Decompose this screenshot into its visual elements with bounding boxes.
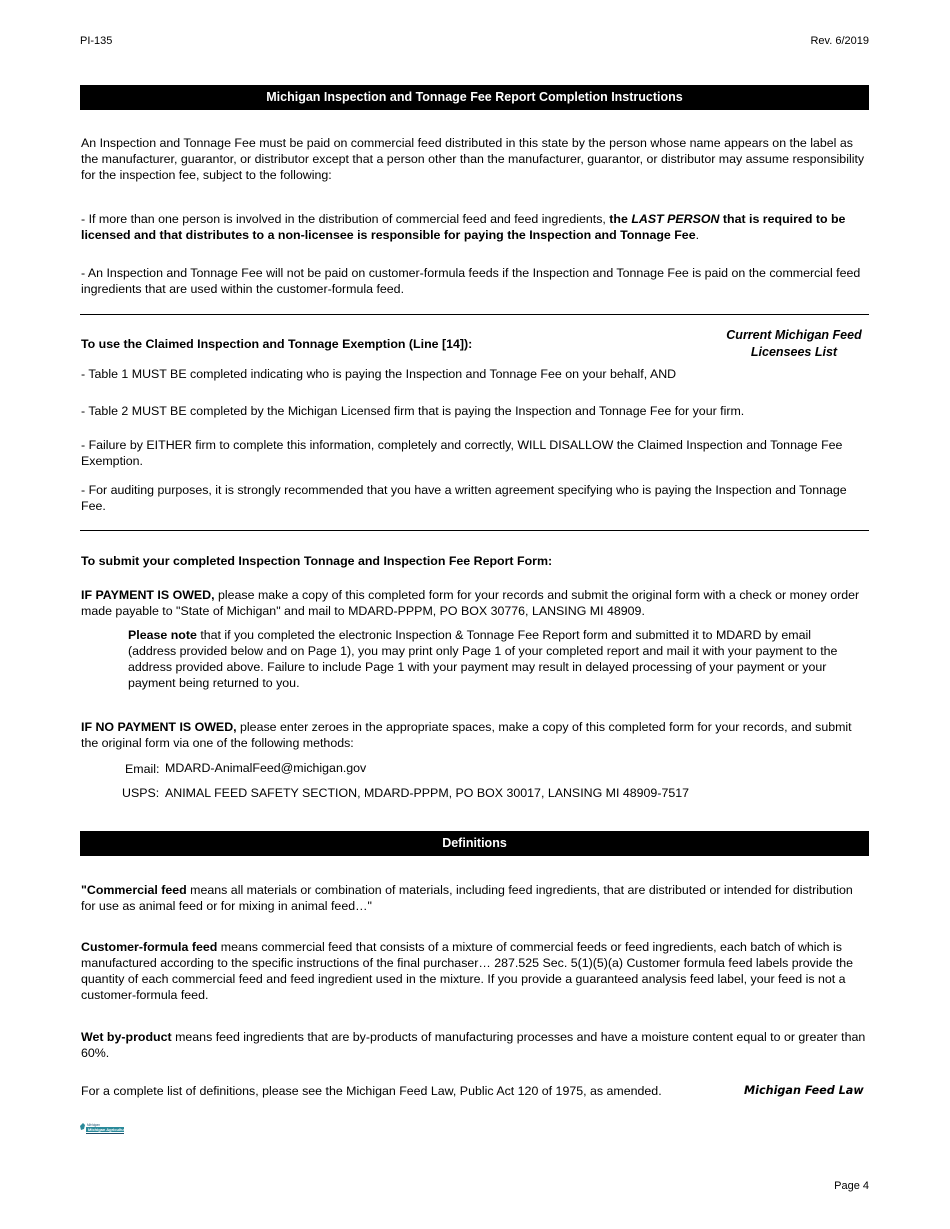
- intro-bullet-last-person: - If more than one person is involved in the distribution of commercial feed and feed ingredients, the LAST PERSON that is required to be licensed and that distributes to a non-licensee is responsible for paying the Inspection and Tonnage Fee.: [81, 212, 846, 242]
- licensees-list-link[interactable]: Current Michigan Feed Licensees List: [726, 328, 862, 359]
- exemption-item-disallow: - Failure by EITHER firm to complete this information, completely and correctly, WILL DISALLOW the Claimed Inspection and Tonnage Fee Exemption.: [81, 438, 843, 468]
- intro-bullet-customer-formula: - An Inspection and Tonnage Fee will not be paid on customer-formula feeds if the Inspection and Tonnage Fee is paid on the commercial feed ingredients that are used within the customer-formula feed.: [81, 266, 861, 296]
- divider: [80, 314, 869, 315]
- email-label: Email:: [125, 762, 160, 776]
- svg-text:Michigan: Michigan: [87, 1123, 100, 1127]
- definition-commercial-feed: "Commercial feed means all materials or combination of materials, including feed ingredients, that are distributed or intended for distribution for use as animal feed or for mixing in animal feed…": [81, 883, 853, 913]
- mdard-logo: [79, 1121, 125, 1135]
- divider: [80, 530, 869, 531]
- usps-label: USPS:: [122, 786, 160, 800]
- definition-wet-by-product: Wet by-product means feed ingredients that are by-products of manufacturing processes and have a moisture content equal to or greater than 60%.: [81, 1030, 866, 1060]
- definition-customer-formula-feed: Customer-formula feed means commercial feed that consists of a mixture of commercial feeds or feed ingredients, each batch of which is manufactured according to the specific instructions of the final purchaser… 287.525 Sec. 5(1)(5)(a) Customer formula feed labels provide the quantity of each commercial feed and feed ingredient used in the mixture. If you provide a guaranteed analysis feed label, your feed is not a customer-formula feed.: [81, 940, 854, 1002]
- exemption-item-auditing: - For auditing purposes, it is strongly recommended that you have a written agreement specifying who is paying the Inspection and Tonnage Fee.: [81, 483, 847, 513]
- exemption-item-table1: - Table 1 MUST BE completed indicating who is paying the Inspection and Tonnage Fee on your behalf, AND: [81, 367, 677, 381]
- title-bar: Michigan Inspection and Tonnage Fee Report Completion Instructions: [80, 85, 869, 110]
- definitions-bar: Definitions: [80, 831, 869, 856]
- payment-owed-paragraph: IF PAYMENT IS OWED, please make a copy of this completed form for your records and submit the original form with a check or money order made payable to "State of Michigan" and mail to MDARD-PPPM, PO BOX 30776, LANSING MI 48909.: [81, 588, 860, 618]
- exemption-item-table2: - Table 2 MUST BE completed by the Michigan Licensed firm that is paying the Inspection and Tonnage Fee for your firm.: [81, 404, 745, 418]
- logo-text: Michigan Agriculture: [88, 1127, 125, 1133]
- no-payment-owed-paragraph: IF NO PAYMENT IS OWED, please enter zeroes in the appropriate spaces, make a copy of this completed form for your records, and submit the original form via one of the following methods:: [81, 720, 852, 750]
- revision-date: Rev. 6/2019: [810, 35, 869, 47]
- exemption-heading: To use the Claimed Inspection and Tonnage Exemption (Line [14]):: [81, 337, 473, 351]
- submit-heading: To submit your completed Inspection Tonnage and Inspection Fee Report Form:: [81, 554, 553, 568]
- form-id: PI-135: [80, 35, 113, 47]
- email-address[interactable]: MDARD-AnimalFeed@michigan.gov: [165, 761, 367, 775]
- please-note-paragraph: Please note that if you completed the electronic Inspection & Tonnage Fee Report form and submitted it to MDARD by email (address provided below and on Page 1), you may print only Page 1 of your completed report and mail it with your payment to the address provided above. Failure to include Page 1 with your payment may result in delayed processing of your payment or your payment being returned to you.: [128, 628, 838, 690]
- intro-paragraph: An Inspection and Tonnage Fee must be paid on commercial feed distributed in this state by the person whose name appears on the label as the manufacturer, guarantor, or distributor except that a person other than the manufacturer, guarantor, or distributor may assume responsibility for the inspection fee, subject to the following:: [81, 136, 865, 182]
- michigan-feed-law-link[interactable]: Michigan Feed Law: [744, 1084, 864, 1097]
- michigan-agriculture-logo-icon: [79, 1121, 125, 1135]
- usps-address: ANIMAL FEED SAFETY SECTION, MDARD-PPPM, PO BOX 30017, LANSING MI 48909-7517: [165, 786, 690, 800]
- definitions-complete-list: For a complete list of definitions, please see the Michigan Feed Law, Public Act 120 of 1975, as amended.: [81, 1084, 662, 1098]
- page-number: Page 4: [834, 1180, 869, 1192]
